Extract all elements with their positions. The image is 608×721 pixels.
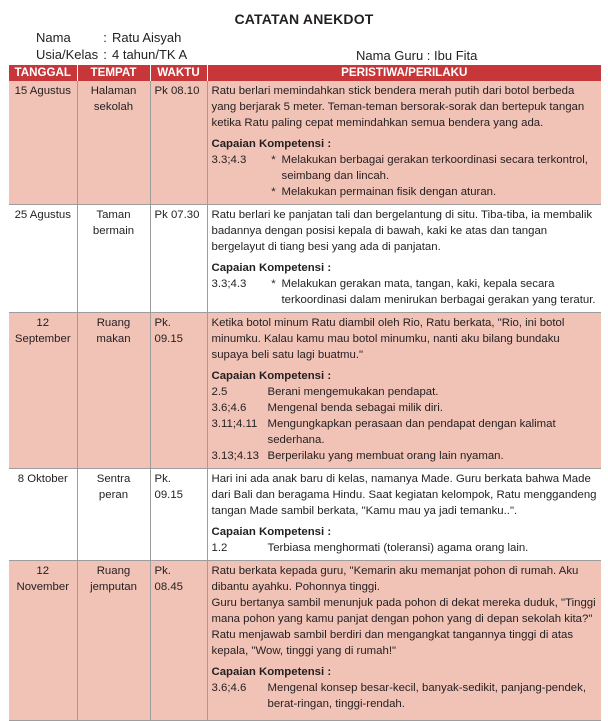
event-cell [207,81,601,205]
narrative-line: ketika Ratu paling cepat memindahkan semua bendera yang ada. [211,117,544,129]
teacher-name: Nama Guru : Ibu Fita [356,48,478,63]
bullet-mark: * [271,278,276,290]
date-cell [9,469,77,561]
date-line: 12 [36,565,50,577]
place-cell [77,81,150,205]
header-time: WAKTU [150,65,207,81]
competency-code: 2.5 [211,386,228,398]
competency-code: 1.2 [211,542,228,554]
place-line: Ruang [96,317,131,329]
table-row [9,205,601,313]
place-line: jemputan [90,581,137,593]
place-line: Ruang [96,565,131,577]
place-cell [77,313,150,469]
competency-text [268,540,598,556]
event-cell [207,313,601,469]
competency-code: 3.13;4.13 [211,450,260,462]
narrative-line: Ratu berkata kepada guru, "Kemarin aku memanjat pohon di rumah. Aku [211,565,579,577]
narrative [212,471,598,519]
competency-item [212,384,598,400]
competency-text [268,680,598,712]
competency-text [268,416,598,448]
narrative-line: mana pohon yang kamu panjat dengan pohon yang di depan sekolah kita?" [211,613,593,625]
competency-text-line: sederhana. [267,434,325,446]
competency-text-line: Mengungkapkan perasaan dan pendapat dengan kalimat [267,418,556,430]
date-line: 15 Agustus [14,85,71,97]
competency-text [280,184,598,200]
narrative-line: bergelayut di tiang besi yang ada di panjatan. [211,241,441,253]
time-cell: Pk. 08.45 [150,561,207,721]
time-cell: Pk. 09.15 [150,313,207,469]
table-row [9,469,601,561]
narrative-line: badannya dengan posisi kepala di bawah, kaki ke atas dan tangan [211,225,548,237]
date-cell [9,205,77,313]
event-cell [207,469,601,561]
narrative-line: tangan Made sambil berkata, "Kamu mau ya jadi temanku..". [211,505,518,517]
narrative-line: Ketika botol minum Ratu diambil oleh Rio, Ratu berkata, "Rio, ini botol [211,317,565,329]
competency-item [212,416,598,448]
competency-text-line: seimbang dan lincah. [281,170,390,182]
header-event: PERISTIWA/PERILAKU [207,65,601,81]
narrative-line: yang berjarak 5 meter. Teman-teman bersorak-sorak dan bertepuk tangan [211,101,585,113]
competency-item [212,540,598,556]
date-cell [9,561,77,721]
date-cell [9,313,77,469]
date-line: November [16,581,70,593]
competency-text-line: Melakukan berbagai gerakan terkoordinasi secara terkontrol, [281,154,588,166]
table-row [9,313,601,469]
competency-text-line: Mengenal benda sebagai milik diri. [267,402,443,414]
narrative-line: Ratu berlari memindahkan stick bendera merah putih dari botol berbeda [211,85,575,97]
place-cell [77,469,150,561]
competency-code: 3.6;4.6 [211,402,247,414]
competency-item [212,680,598,712]
narrative-line: Ratu berlari ke panjatan tali dan bergelantung di situ. Tiba-tiba, ia membalik [211,209,593,221]
page-title: CATATAN ANEKDOT [234,11,374,27]
narrative-line: Ratu menjawab sambil berdiri dan mengangkat tangannya tinggi di atas [211,629,574,641]
place-line: makan [96,333,131,345]
date-line: 12 [36,317,50,329]
student-name-line [36,30,181,45]
header-place: TEMPAT [77,65,150,81]
event-cell [207,205,601,313]
place-line: peran [98,489,129,501]
narrative-line: supaya beli satu lagi buatmu." [211,349,364,361]
competency-text-line: Melakukan gerakan mata, tangan, kaki, kepala secara [281,278,555,290]
table-row [9,81,601,205]
narrative-line: minumku. Kalau kamu mau botol minumku, nanti aku bilang bundaku [211,333,560,345]
time-cell: Pk 07.30 [150,205,207,313]
table-body [9,81,601,721]
place-line: Halaman [90,85,137,97]
name-separator: : [103,30,107,45]
competency-item [212,184,598,200]
competency-item [212,400,598,416]
competency-code: 3.3;4.3 [211,154,247,166]
competency-item [212,276,598,308]
age-class-separator: : [103,47,107,62]
competency-code: 3.3;4.3 [211,278,247,290]
age-class-value: 4 tahun/TK A [112,47,188,62]
anecdote-table [9,65,601,721]
competency-heading: Capaian Kompetensi : [211,262,332,274]
competency-heading: Capaian Kompetensi : [211,370,332,382]
narrative-line: kepala, "Wow, tinggi yang di rumah!" [211,645,397,657]
place-line: Sentra [96,473,131,485]
place-line: Taman [96,209,131,221]
competency-heading: Capaian Kompetensi : [211,526,332,538]
competency-text-line: Berani mengemukakan pendapat. [267,386,439,398]
competency-text [268,448,598,464]
narrative-line: dibantu ayahku. Pohonnya tinggi. [211,581,380,593]
competency-item [212,448,598,464]
place-cell [77,205,150,313]
narrative-line: Hari ini ada anak baru di kelas, namanya Made. Guru berkata bahwa Made [211,473,591,485]
date-line: 25 Agustus [14,209,71,221]
event-cell [207,561,601,721]
table-row [9,561,601,721]
competency-text-line: Berperilaku yang membuat orang lain nyaman. [267,450,504,462]
place-line: sekolah [93,101,134,113]
competency-text [280,276,598,308]
table-header-row [9,65,601,81]
competency-text-line: terkoordinasi dalam menirukan berbagai gerakan yang teratur. [281,294,596,306]
competency-text-line: Melakukan permainan fisik dengan aturan. [281,186,497,198]
competency-item [212,152,598,184]
narrative [212,315,598,363]
narrative-line: Guru bertanya sambil menunjuk pada pohon di dekat mereka duduk, "Tinggi [211,597,596,609]
competency-heading: Capaian Kompetensi : [211,138,332,150]
header-date: TANGGAL [9,65,77,81]
student-name-value: Ratu Aisyah [112,30,182,45]
age-class-label: Usia/Kelas [36,47,99,62]
narrative [212,83,598,131]
competency-text [268,400,598,416]
competency-text [268,384,598,400]
competency-heading: Capaian Kompetensi : [211,666,332,678]
competency-code [212,184,268,200]
narrative [212,207,598,255]
competency-code: 3.11;4.11 [211,418,258,430]
competency-code: 3.6;4.6 [211,682,247,694]
time-cell: Pk 08.10 [150,81,207,205]
date-cell [9,81,77,205]
time-cell: Pk. 09.15 [150,469,207,561]
age-class-line [36,47,187,62]
place-line: bermain [92,225,135,237]
narrative [212,563,598,659]
date-line: 8 Oktober [17,473,68,485]
competency-text-line: Terbiasa menghormati (toleransi) agama orang lain. [267,542,529,554]
place-cell [77,561,150,721]
competency-text [280,152,598,184]
bullet-mark: * [271,186,276,198]
narrative-line: dari Bali dan beragama Hindu. Saat kegiatan kelompok, Ratu menggandeng [211,489,597,501]
date-line: September [14,333,71,345]
bullet-mark: * [271,154,276,166]
name-label: Nama [36,30,71,45]
competency-text-line: berat-ringan, tinggi-rendah. [267,698,405,710]
competency-text-line: Mengenal konsep besar-kecil, banyak-sedikit, panjang-pendek, [267,682,586,694]
